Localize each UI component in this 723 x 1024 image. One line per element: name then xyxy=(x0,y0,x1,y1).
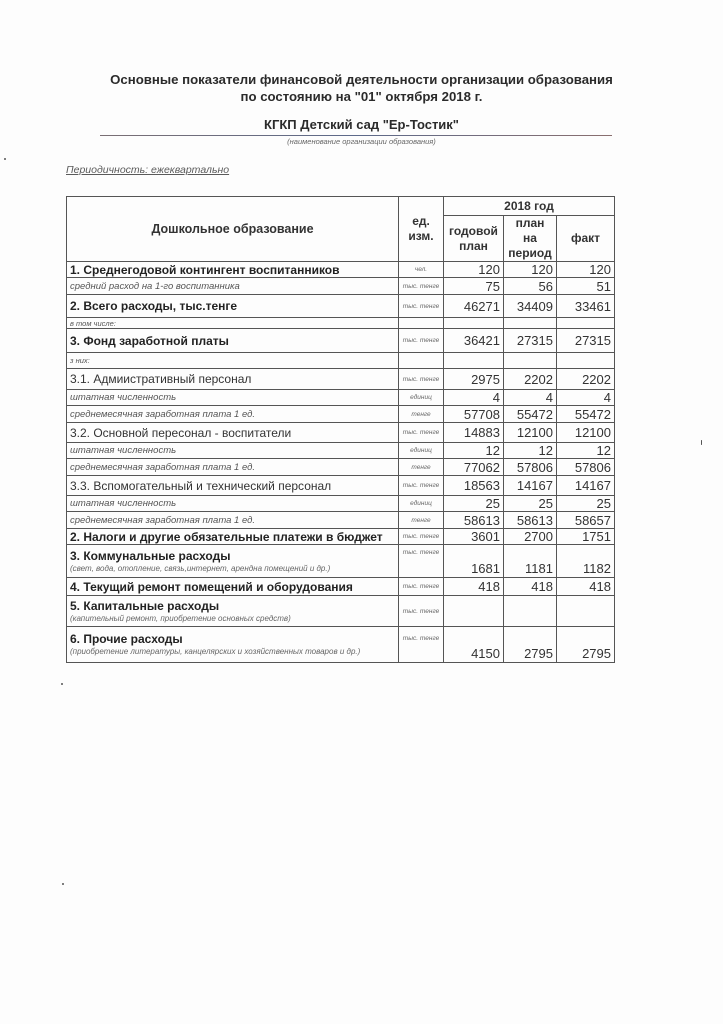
row-unit xyxy=(399,353,444,369)
table-row xyxy=(67,406,615,423)
row-name: в том числе: xyxy=(67,318,399,329)
table-row xyxy=(67,329,615,353)
header-name: Дошкольное образование xyxy=(67,197,399,262)
row-fact: 55472 xyxy=(557,406,615,423)
row-unit: тыс. тенге xyxy=(399,369,444,390)
row-subtitle: (капительный ремонт, приобретение основных средств) xyxy=(70,613,291,623)
row-annual xyxy=(444,353,504,369)
row-name: 1. Среднегодовой контингент воспитанников xyxy=(67,262,399,278)
row-unit: тыс. тенге xyxy=(399,476,444,496)
row-fact: 12100 xyxy=(557,423,615,443)
row-fact: 33461 xyxy=(557,295,615,318)
row-name: 3.3. Вспомогательный и технический персонал xyxy=(67,476,399,496)
row-annual: 14883 xyxy=(444,423,504,443)
row-name: штатная численность xyxy=(67,390,399,406)
table-row xyxy=(67,512,615,529)
row-annual: 2975 xyxy=(444,369,504,390)
row-fact: 27315 xyxy=(557,329,615,353)
row-annual: 120 xyxy=(444,262,504,278)
row-unit: тыс. тенге xyxy=(399,578,444,596)
row-annual: 4150 xyxy=(444,627,504,663)
table-row xyxy=(67,423,615,443)
row-period: 1181 xyxy=(504,545,557,578)
row-unit: тенге xyxy=(399,512,444,529)
row-fact: 2202 xyxy=(557,369,615,390)
row-subtitle: (приобретение литературы, канцелярских и хозяйственных товаров и др.) xyxy=(70,647,361,656)
row-unit: тыс. тенге xyxy=(399,596,444,627)
row-name: средний расход на 1-го воспитанника xyxy=(67,278,399,295)
table-row xyxy=(67,529,615,545)
row-unit: тыс. тенге xyxy=(399,295,444,318)
row-name: з них: xyxy=(67,353,399,369)
row-name: 3.1. Адмиистративный персонал xyxy=(67,369,399,390)
table-row xyxy=(67,627,615,663)
row-unit: тыс. тенге xyxy=(399,423,444,443)
organization-caption: (наименование организации образования) xyxy=(287,137,436,146)
row-unit: единиц xyxy=(399,390,444,406)
row-unit: единиц xyxy=(399,496,444,512)
row-period: 58613 xyxy=(504,512,557,529)
row-annual xyxy=(444,318,504,329)
row-fact xyxy=(557,318,615,329)
row-name: 3. Коммунальные расходы xyxy=(70,548,231,563)
row-annual: 418 xyxy=(444,578,504,596)
row-period: 2202 xyxy=(504,369,557,390)
row-unit: тыс. тенге xyxy=(399,627,444,663)
row-name: штатная численность xyxy=(67,443,399,459)
row-unit: тыс. тенге xyxy=(399,529,444,545)
row-subtitle: (свет, вода, отопление, связь,интернет, арендна помещений и др.) xyxy=(70,563,331,573)
header-annual-plan: годовой план xyxy=(444,216,504,262)
row-name-cell xyxy=(67,627,399,663)
financial-indicators-table xyxy=(66,196,615,663)
table-row xyxy=(67,459,615,476)
row-fact: 2795 xyxy=(557,627,615,663)
row-annual: 58613 xyxy=(444,512,504,529)
row-name: 3.2. Основной пересонал - воспитатели xyxy=(67,423,399,443)
row-annual: 77062 xyxy=(444,459,504,476)
scan-speck xyxy=(62,883,64,885)
row-annual: 75 xyxy=(444,278,504,295)
row-unit: тенге xyxy=(399,406,444,423)
row-annual: 3601 xyxy=(444,529,504,545)
table-row xyxy=(67,545,615,578)
row-period: 55472 xyxy=(504,406,557,423)
row-unit: единиц xyxy=(399,443,444,459)
table-row xyxy=(67,369,615,390)
organization-name: КГКП Детский сад "Ер-Тостик" xyxy=(264,117,459,132)
row-unit: тыс. тенге xyxy=(399,278,444,295)
row-annual: 1681 xyxy=(444,545,504,578)
scan-speck xyxy=(61,683,63,685)
row-fact: 418 xyxy=(557,578,615,596)
row-name: 3. Фонд заработной платы xyxy=(67,329,399,353)
row-name-cell xyxy=(67,596,399,627)
row-period: 56 xyxy=(504,278,557,295)
row-unit: чел. xyxy=(399,262,444,278)
scan-speck xyxy=(4,158,6,160)
row-fact xyxy=(557,353,615,369)
row-annual xyxy=(444,596,504,627)
row-period: 4 xyxy=(504,390,557,406)
row-period: 34409 xyxy=(504,295,557,318)
table-row xyxy=(67,278,615,295)
table-row xyxy=(67,295,615,318)
row-name: среднемесячная заработная плата 1 ед. xyxy=(67,512,399,529)
row-annual: 57708 xyxy=(444,406,504,423)
row-fact: 57806 xyxy=(557,459,615,476)
table-row xyxy=(67,390,615,406)
row-fact: 120 xyxy=(557,262,615,278)
table-row xyxy=(67,443,615,459)
row-period xyxy=(504,353,557,369)
organization-underline xyxy=(100,135,612,136)
table-row xyxy=(67,353,615,369)
scan-speck xyxy=(701,440,702,445)
row-unit: тенге xyxy=(399,459,444,476)
row-name: 2. Налоги и другие обязательные платежи в бюджет xyxy=(67,529,399,545)
row-name: 2. Всего расходы, тыс.тенге xyxy=(67,295,399,318)
row-period xyxy=(504,318,557,329)
header-period-plan: план на период xyxy=(504,216,557,262)
row-period: 12100 xyxy=(504,423,557,443)
row-period xyxy=(504,596,557,627)
row-unit: тыс. тенге xyxy=(399,329,444,353)
row-name: 6. Прочие расходы xyxy=(70,632,183,646)
table-row xyxy=(67,262,615,278)
row-annual: 25 xyxy=(444,496,504,512)
row-fact: 58657 xyxy=(557,512,615,529)
row-name: 4. Текущий ремонт помещений и оборудования xyxy=(67,578,399,596)
row-name: 5. Капитальные расходы xyxy=(70,598,220,613)
table-row xyxy=(67,496,615,512)
row-annual: 12 xyxy=(444,443,504,459)
table-row xyxy=(67,578,615,596)
row-annual: 4 xyxy=(444,390,504,406)
row-fact: 1751 xyxy=(557,529,615,545)
row-period: 25 xyxy=(504,496,557,512)
row-period: 12 xyxy=(504,443,557,459)
document-title-line-1: Основные показатели финансовой деятельности организации образования xyxy=(110,72,613,87)
header-fact: факт xyxy=(557,216,615,262)
row-unit: тыс. тенге xyxy=(399,545,444,578)
row-fact: 51 xyxy=(557,278,615,295)
row-period: 2700 xyxy=(504,529,557,545)
row-name: среднемесячная заработная плата 1 ед. xyxy=(67,406,399,423)
row-fact: 4 xyxy=(557,390,615,406)
row-period: 2795 xyxy=(504,627,557,663)
row-fact xyxy=(557,596,615,627)
table-row xyxy=(67,596,615,627)
row-annual: 18563 xyxy=(444,476,504,496)
row-name: среднемесячная заработная плата 1 ед. xyxy=(67,459,399,476)
row-annual: 36421 xyxy=(444,329,504,353)
row-period: 418 xyxy=(504,578,557,596)
row-name: штатная численность xyxy=(67,496,399,512)
document-title-line-2: по состоянию на "01" октября 2018 г. xyxy=(240,89,483,104)
row-period: 57806 xyxy=(504,459,557,476)
row-fact: 12 xyxy=(557,443,615,459)
row-fact: 1182 xyxy=(557,545,615,578)
row-name-cell xyxy=(67,545,399,578)
row-fact: 25 xyxy=(557,496,615,512)
row-period: 27315 xyxy=(504,329,557,353)
row-annual: 46271 xyxy=(444,295,504,318)
row-unit xyxy=(399,318,444,329)
row-period: 14167 xyxy=(504,476,557,496)
table-row xyxy=(67,476,615,496)
row-fact: 14167 xyxy=(557,476,615,496)
header-unit: ед. изм. xyxy=(399,197,444,262)
periodicity-label: Периодичность: ежеквартально xyxy=(66,164,230,176)
header-year: 2018 год xyxy=(444,197,615,216)
table-row xyxy=(67,318,615,329)
row-period: 120 xyxy=(504,262,557,278)
